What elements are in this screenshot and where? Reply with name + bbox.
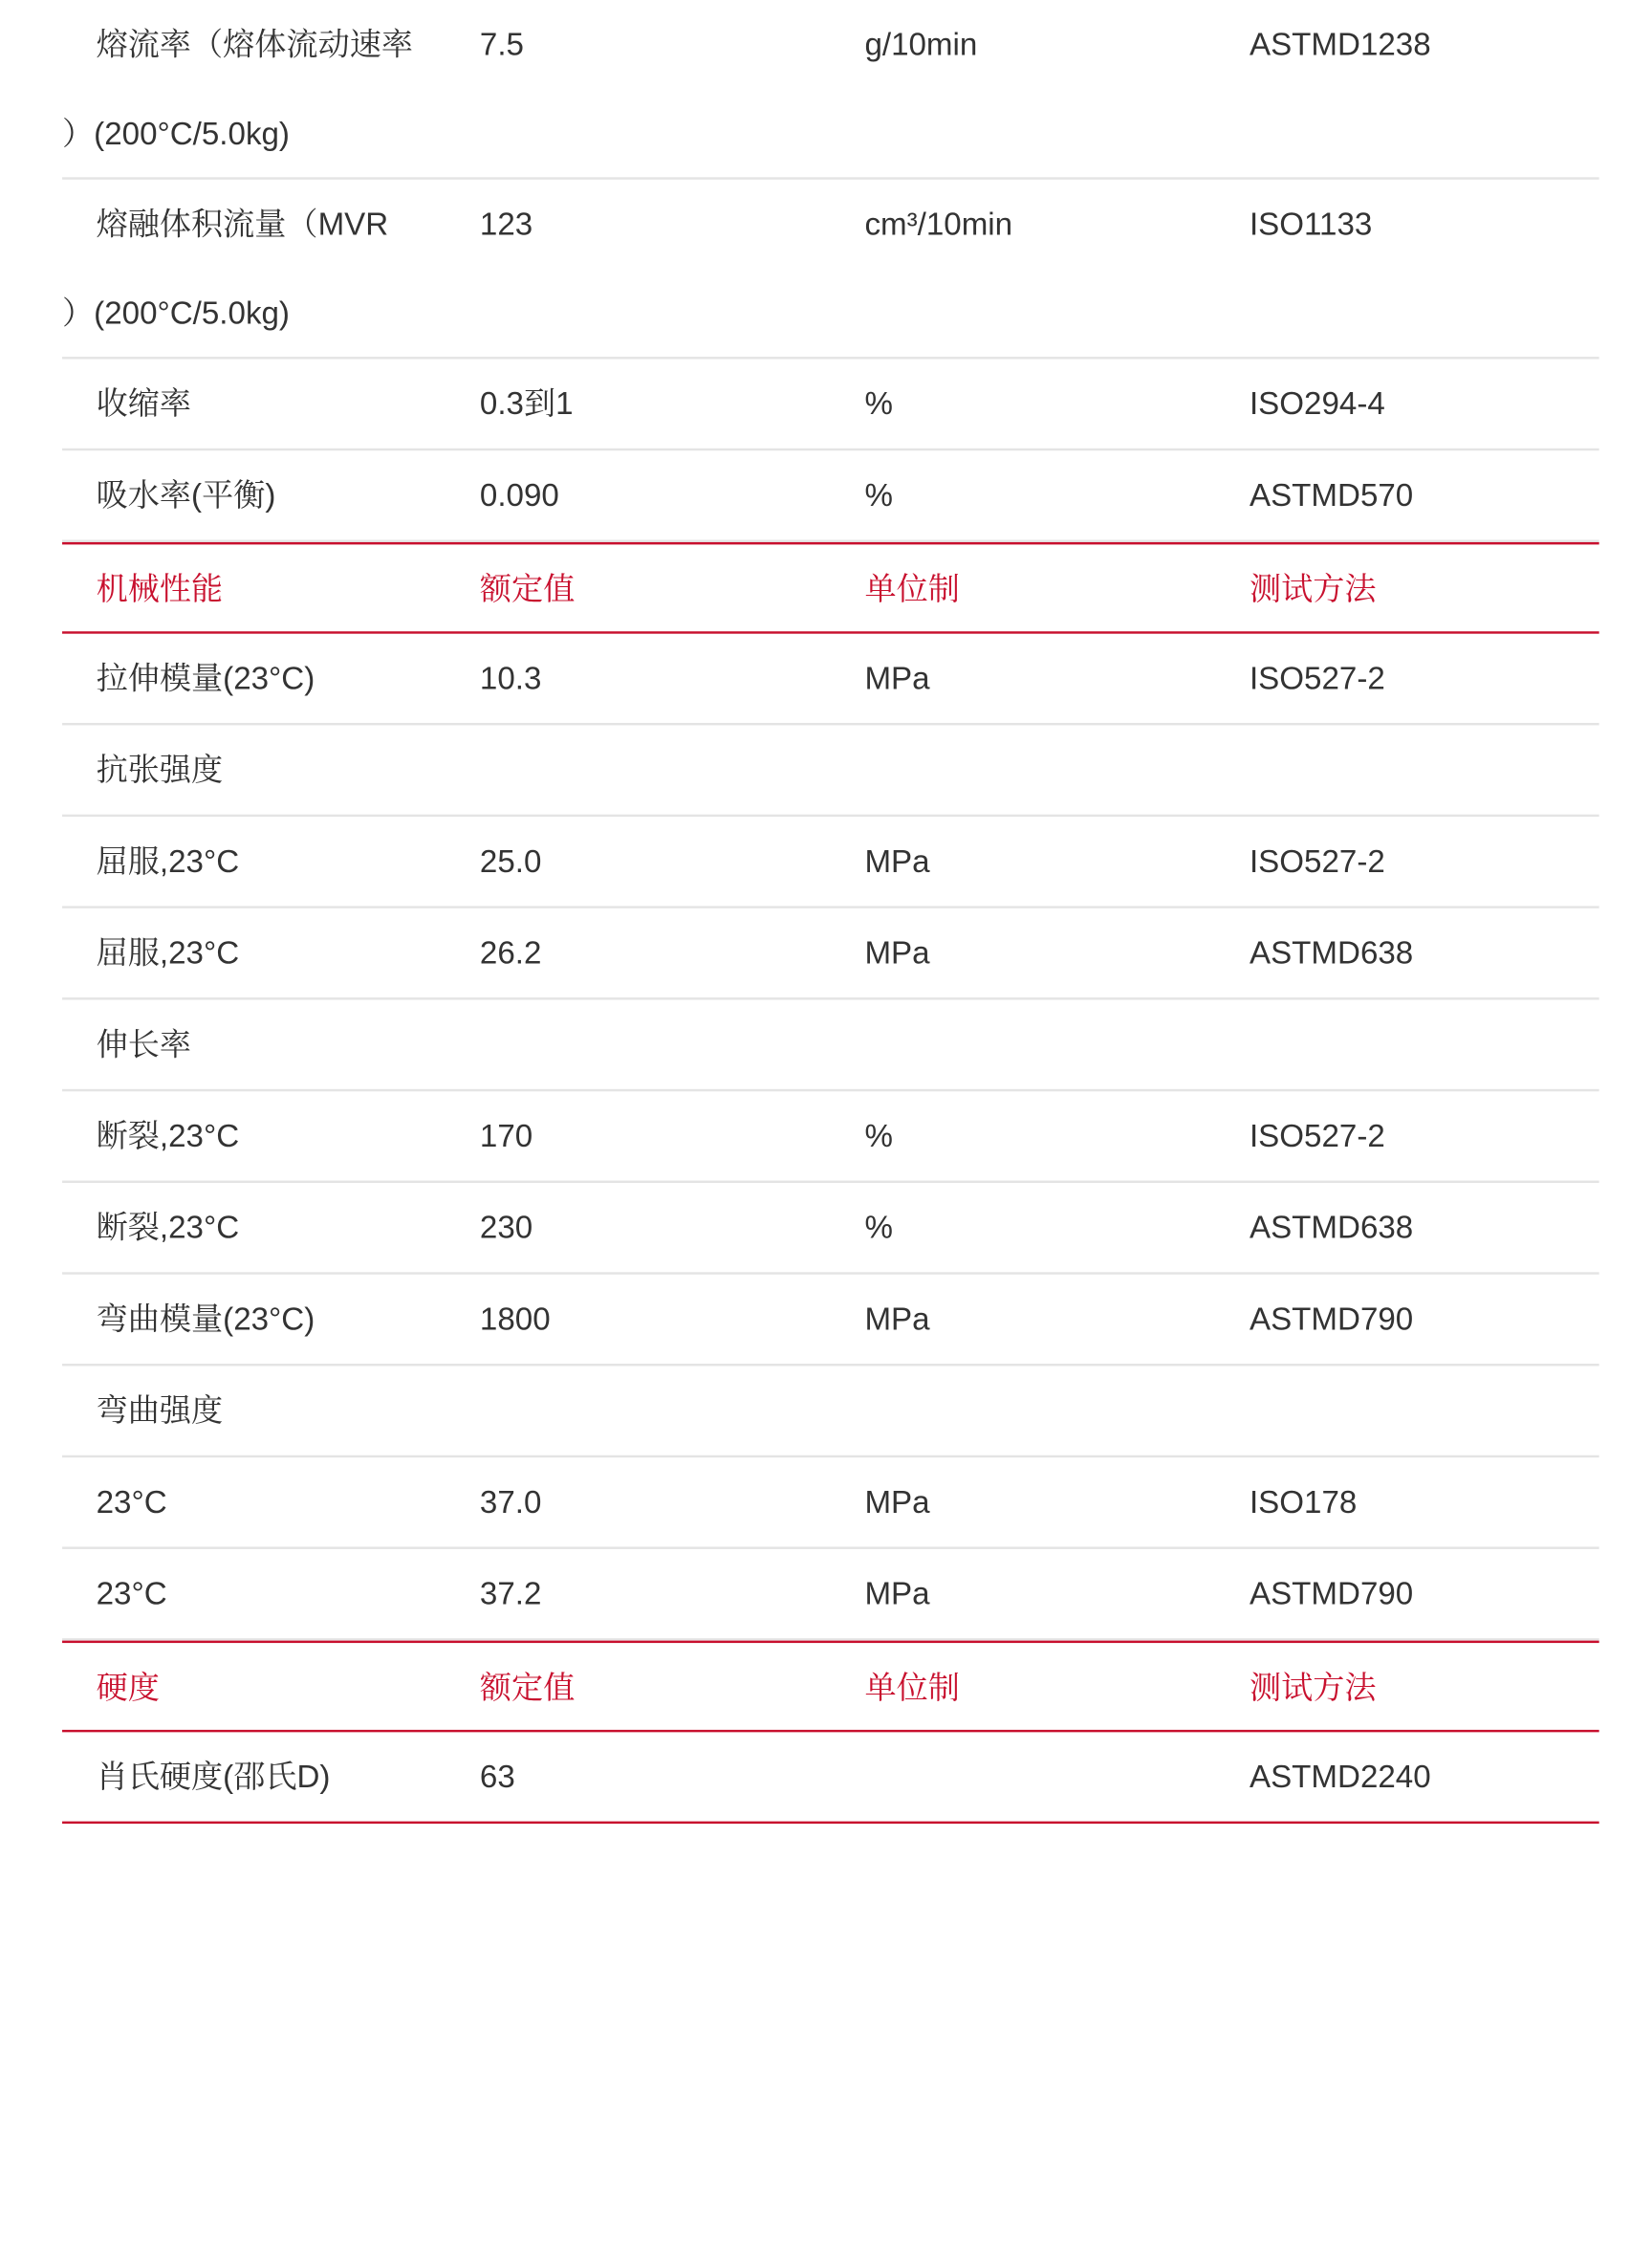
- property-name-line2: ）(200°C/5.0kg): [62, 295, 290, 332]
- unit-cell: %: [864, 477, 893, 514]
- value-cell: 170: [479, 1118, 533, 1154]
- unit-cell: MPa: [864, 843, 930, 880]
- table-row: [62, 450, 1599, 542]
- test-method-column-header: 测试方法: [1249, 1670, 1377, 1706]
- test-method-cell: ASTMD2240: [1249, 1759, 1431, 1795]
- property-name-cell: 断裂,23°C: [96, 1210, 240, 1246]
- test-method-cell: ASTMD790: [1249, 1576, 1414, 1611]
- property-name-cell: [62, 180, 446, 359]
- value-cell: 37.2: [479, 1576, 542, 1611]
- value-cell: 10.3: [479, 660, 542, 696]
- test-method-cell: ASTMD1238: [1249, 27, 1431, 63]
- table-row: [62, 0, 1599, 180]
- table-row: [62, 1549, 1599, 1641]
- property-name-cell: 弯曲模量(23°C): [96, 1301, 315, 1337]
- table-row: [62, 1091, 1599, 1183]
- test-method-cell: ISO1133: [1249, 206, 1373, 242]
- unit-cell: cm³/10min: [864, 206, 1013, 242]
- unit-cell: MPa: [864, 1576, 930, 1611]
- section-header-hardness: [62, 1641, 1599, 1733]
- test-method-cell: ISO178: [1249, 1484, 1358, 1520]
- test-method-cell: ISO294-4: [1249, 385, 1385, 422]
- table-row: [62, 1275, 1599, 1367]
- property-name-line1: 熔融体积流量（MVR: [96, 206, 389, 242]
- property-name-cell: 屈服,23°C: [96, 935, 240, 971]
- property-name-cell: [62, 0, 446, 179]
- table-row: [62, 1366, 1599, 1457]
- section-header-mechanical: [62, 542, 1599, 634]
- table-row: [62, 360, 1599, 451]
- value-cell: 123: [479, 206, 533, 242]
- table-row: [62, 634, 1599, 726]
- test-method-cell: ASTMD638: [1249, 1210, 1414, 1246]
- table-row: [62, 817, 1599, 908]
- value-column-header: 额定值: [479, 571, 576, 607]
- value-cell: 1800: [479, 1301, 551, 1337]
- property-group-cell: 抗张强度: [96, 752, 224, 788]
- unit-cell: g/10min: [864, 27, 978, 63]
- unit-cell: %: [864, 385, 893, 422]
- unit-cell: %: [864, 1118, 893, 1154]
- table-row: [62, 1000, 1599, 1092]
- property-name-cell: 吸水率(平衡): [96, 477, 276, 514]
- property-name-line1: 熔流率（熔体流动速率: [96, 27, 413, 63]
- test-method-cell: ASTMD638: [1249, 935, 1414, 971]
- test-method-cell: ISO527-2: [1249, 1118, 1385, 1154]
- unit-column-header: 单位制: [864, 1670, 960, 1706]
- property-name-cell: 收缩率: [96, 385, 192, 422]
- property-name-cell: 断裂,23°C: [96, 1118, 240, 1154]
- property-name-cell: 23°C: [96, 1576, 167, 1611]
- table-row: [62, 908, 1599, 1000]
- unit-cell: MPa: [864, 935, 930, 971]
- test-method-cell: ASTMD790: [1249, 1301, 1414, 1337]
- property-group-cell: 伸长率: [96, 1026, 192, 1062]
- test-method-cell: ISO527-2: [1249, 660, 1385, 696]
- test-method-cell: ASTMD570: [1249, 477, 1414, 514]
- table-row: [62, 725, 1599, 817]
- property-name-cell: 肖氏硬度(邵氏D): [96, 1759, 331, 1795]
- value-cell: 26.2: [479, 935, 542, 971]
- value-cell: 7.5: [479, 27, 525, 63]
- value-cell: 63: [479, 1759, 515, 1795]
- table-row: [62, 1732, 1599, 1824]
- property-name-cell: 拉伸模量(23°C): [96, 660, 315, 696]
- unit-column-header: 单位制: [864, 571, 960, 607]
- value-column-header: 额定值: [479, 1670, 576, 1706]
- test-method-cell: ISO527-2: [1249, 843, 1385, 880]
- test-method-column-header: 测试方法: [1249, 571, 1377, 607]
- value-cell: 37.0: [479, 1484, 542, 1520]
- unit-cell: MPa: [864, 1301, 930, 1337]
- property-name-line2: ）(200°C/5.0kg): [62, 116, 290, 152]
- value-cell: 230: [479, 1210, 533, 1246]
- properties-table: [62, 0, 1599, 1824]
- value-cell: 25.0: [479, 843, 542, 880]
- value-cell: 0.3到1: [479, 385, 574, 422]
- table-row: [62, 1457, 1599, 1549]
- unit-cell: %: [864, 1210, 893, 1246]
- property-name-cell: 23°C: [96, 1484, 167, 1520]
- section-title: 硬度: [96, 1670, 160, 1706]
- unit-cell: MPa: [864, 1484, 930, 1520]
- property-group-cell: 弯曲强度: [96, 1392, 224, 1429]
- section-title: 机械性能: [96, 571, 224, 607]
- table-row: [62, 1183, 1599, 1275]
- unit-cell: MPa: [864, 660, 930, 696]
- table-row: [62, 180, 1599, 360]
- value-cell: 0.090: [479, 477, 559, 514]
- property-name-cell: 屈服,23°C: [96, 843, 240, 880]
